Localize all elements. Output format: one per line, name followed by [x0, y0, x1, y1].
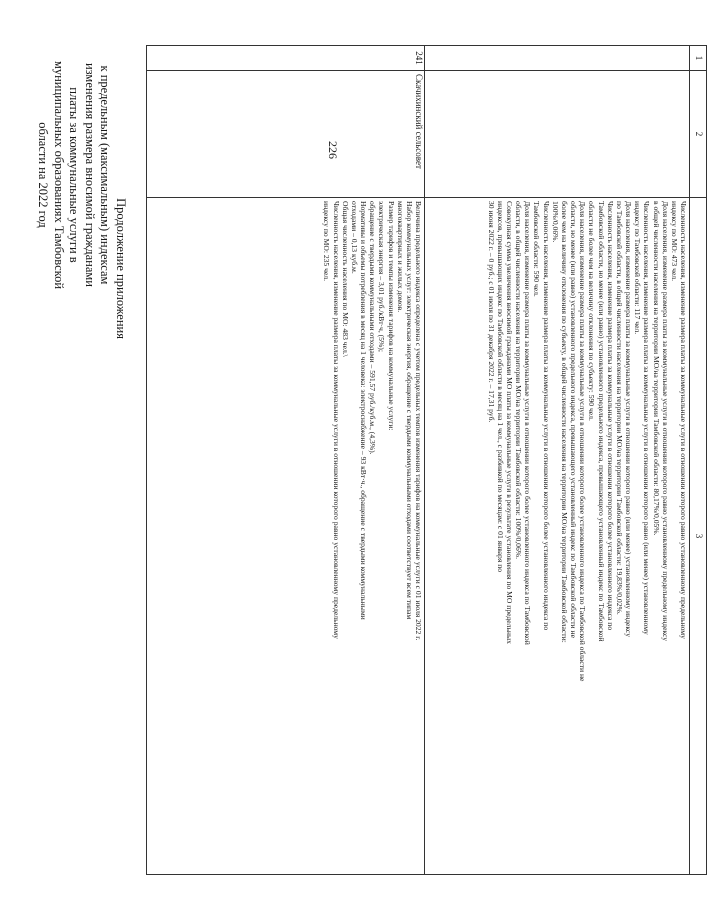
text-line: Величина предельного индекса определена с учетом предельных темпов изменения тарифов на коммунальные услуги с 01 июля 2022 г.: [414, 201, 423, 641]
text-line: области не более чем на величину отклонения по субъекту: 590 чел.: [587, 201, 597, 421]
text-line: индексов, превышающих индекс по Тамбовской области в месяц на 1 чел., с разбивкой по месяцам: с 01 января по: [495, 201, 505, 573]
appendix-header: [36, 5, 128, 345]
text-line: Тамбовской области: 590 чел.: [532, 201, 542, 297]
text-line: Доля населения, изменение размера платы за коммунальные услуги в отношении которого равно (или менее) установленному индексу: [624, 201, 634, 637]
text-line: области, но менее (или равно) установленного предельного индекса, превышающего установленный индекс по Тамбовской области не: [569, 201, 579, 638]
text-line: Доля населения, изменение размера платы за коммунальные услуги в отношении которого более установленного индекса по Тамбовской: [523, 201, 533, 645]
table-container: [152, 45, 707, 875]
text-line: электрическая энергия – 3,01 руб./кВт·ч, (5%);: [377, 201, 387, 352]
text-line: Численность населения, изменение размера платы за коммунальные услуги в отношении которого более установленного индекса по: [541, 201, 551, 631]
text-line: Размер тарифов и темпы изменения тарифов на коммунальные услуги:: [386, 201, 396, 431]
text-line: Численность населения, изменение размера платы за коммунальные услуги в отношении которого равно установленному предельному: [331, 201, 341, 639]
text-line: в общей численности населения на территории МО/на территории Тамбовской области: 80,17%/0,05%.: [651, 201, 661, 536]
text-line: обращение с твердыми коммунальными отходами – 591,57 руб./куб.м., (4,3%).: [368, 201, 378, 455]
table-row: [147, 46, 425, 875]
text-line: 100%/0,06%.: [550, 201, 560, 243]
text-line: Общая численность населения по МО: 483 чел.\: [340, 201, 350, 357]
text-line: Доля населения, изменение размера платы за коммунальные услуги в отношении которого более установленного индекса по Тамбовской области не: [578, 201, 588, 682]
header-line: области на 2022 год: [36, 122, 51, 228]
header-line: к предельным (максимальным) индексам: [98, 65, 113, 285]
col-header: 2: [690, 71, 707, 198]
text-line: Численность населения, изменение размера платы за коммунальные услуги в отношении которого более установленного индекса по: [605, 201, 615, 631]
text-line: Доля населения, изменение размера платы за коммунальные услуги в отношении которого равно установленному предельному индексу: [660, 201, 670, 642]
table-row: [425, 46, 690, 875]
row-number: [425, 46, 690, 71]
row-description: [147, 198, 425, 875]
text-line: по Тамбовской области, в общей численности населения на территории МО/на территории Тамбовской области: 19,83%/0,02%.: [614, 201, 624, 615]
text-line: Тамбовской области, но менее (или равно) установленного предельного индекса, превышающего установленный индекс по Тамбовской: [596, 201, 606, 642]
text-line: области, в общей численности населения на территории МО/на территории Тамбовской области: 100%/0,06%.: [514, 201, 524, 560]
row-name: [425, 71, 690, 198]
text-line: Нормативы и объемы потребления в месяц на 1 человека: электроснабжение – 93 кВт·ч., обращение с твердыми коммунальными: [359, 201, 369, 620]
row-name: Скачихинский сельсовет: [147, 71, 425, 198]
header-line: изменения размера вносимой гражданами: [83, 62, 97, 287]
row-number: 241: [147, 46, 425, 71]
index-table: [146, 45, 707, 875]
col-header: 3: [690, 198, 707, 875]
text-line: отходами – 0,13 куб.м.: [349, 201, 359, 274]
text-line: Численность населения, изменение размера платы за коммунальные услуги в отношении которого равно установленному предельному: [679, 201, 688, 639]
text-line: Совокупная сумма увеличения вносимой гражданами МО платы за коммунальные услуги в результате установления по МО предельных: [505, 201, 515, 644]
page-number: 226: [326, 141, 340, 159]
text-line: многоквартирных и жилых домов.: [395, 201, 405, 313]
text-line: индексу по МО: 473 чел.: [669, 201, 679, 281]
text-line: индексу по Тамбовской области: 117 чел.: [633, 201, 643, 335]
text-line: Набор коммунальных услуг: электрическая энергия, обращение с твердыми коммунальными отходами соответствует всем типам: [404, 201, 414, 620]
text-line: индексу по МО: 235 чел.: [322, 201, 332, 281]
header-line: муниципальных образованиях Тамбовской: [52, 60, 66, 290]
row-description: [425, 198, 690, 875]
text-line: Численность населения, изменение размера платы за коммунальные услуги в отношении которого равно (или менее) установленному: [642, 201, 652, 635]
table-header-row: [690, 46, 707, 875]
text-line: 30 июня 2022 г. – 0 руб.; с 01 июля по 31 декабря 2022 г. – 17,31 руб.: [486, 201, 496, 423]
col-header: 1: [690, 46, 707, 71]
text-line: более чем на величину отклонения по субъекту, в общей численности населения на территории МО/на территории Тамбовской области:: [559, 201, 569, 643]
header-line: Продолжение приложения: [114, 198, 128, 339]
header-line: платы за коммунальные услуги в: [67, 87, 82, 263]
